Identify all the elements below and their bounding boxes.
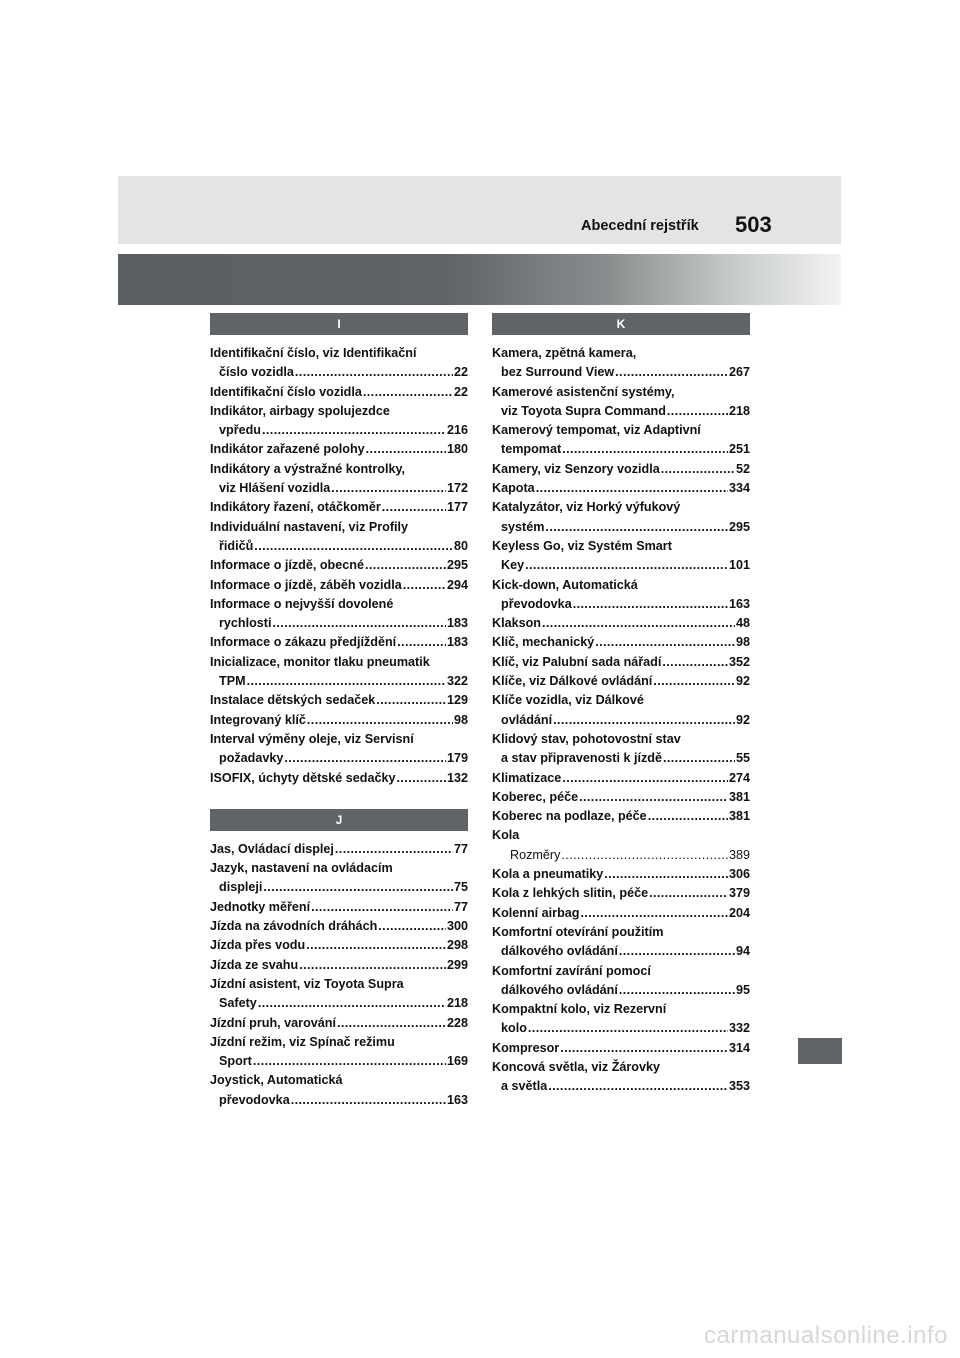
dot-leader	[545, 518, 728, 537]
index-entry	[492, 691, 750, 730]
dot-leader	[663, 749, 735, 768]
index-entry-text: Koberec na podlaze, péče	[492, 809, 647, 824]
index-entry-text: rychlosti	[219, 616, 272, 631]
index-entry	[492, 614, 750, 633]
index-entry	[492, 788, 750, 807]
index-page-reference: 204	[728, 905, 750, 920]
index-page-reference: 274	[728, 770, 750, 785]
index-entry	[210, 898, 468, 917]
index-page-reference: 163	[728, 596, 750, 611]
index-entry-text: viz Hlášení vozidla	[219, 481, 331, 496]
index-page-reference: 298	[446, 938, 468, 953]
index-entry-text: Kamerové asistenční systémy,	[492, 384, 675, 399]
index-entry	[210, 711, 468, 730]
index-entry-text: převodovka	[219, 1092, 290, 1107]
dot-leader	[365, 556, 446, 575]
index-page-reference: 381	[728, 809, 750, 824]
index-page-reference: 353	[728, 1079, 750, 1094]
decorative-gradient-bar	[118, 254, 841, 305]
index-entry-text: Inicializace, monitor tlaku pneumatik	[210, 654, 430, 669]
dot-leader	[573, 595, 728, 614]
dot-leader	[548, 1077, 728, 1096]
index-entry-text: Indikátory řazení, otáčkoměr	[210, 500, 381, 515]
dot-leader	[403, 576, 446, 595]
index-page-reference: 132	[446, 770, 468, 785]
index-column-right	[492, 313, 750, 1097]
index-entry-text: Keyless Go, viz Systém Smart	[492, 538, 672, 553]
dot-leader	[661, 460, 735, 479]
index-page-reference: 295	[446, 558, 468, 573]
index-page-reference: 322	[446, 674, 468, 689]
index-page-reference: 172	[446, 481, 468, 496]
index-entry-text: Komfortní otevírání použitím	[492, 924, 664, 939]
dot-leader	[254, 537, 453, 556]
index-entry-text: kolo	[501, 1021, 527, 1036]
index-page-reference: 94	[735, 944, 750, 959]
index-entry	[210, 518, 468, 557]
index-entry	[492, 460, 750, 479]
dot-leader	[528, 1019, 728, 1038]
index-entry-text: a stav připravenosti k jízdě	[501, 751, 662, 766]
index-entry	[492, 962, 750, 1001]
index-entry	[210, 769, 468, 788]
index-page-reference: 332	[728, 1021, 750, 1036]
index-page-reference: 92	[735, 674, 750, 689]
index-entry-text: Jazyk, nastavení na ovládacím	[210, 861, 393, 876]
index-page-reference: 228	[446, 1015, 468, 1030]
index-entry-text: Jízda ze svahu	[210, 957, 299, 972]
dot-leader	[335, 840, 453, 859]
index-page-reference: 52	[735, 461, 750, 476]
index-entry-text: Koberec, péče	[492, 789, 579, 804]
index-page-reference: 129	[446, 693, 468, 708]
dot-leader	[595, 633, 735, 652]
index-entry-text: číslo vozidla	[219, 365, 294, 380]
dot-leader	[615, 363, 728, 382]
dot-leader	[536, 479, 728, 498]
index-entry	[210, 840, 468, 859]
index-page-reference: 306	[728, 867, 750, 882]
index-entry-text: Katalyzátor, viz Horký výfukový	[492, 500, 681, 515]
dot-leader	[542, 614, 735, 633]
index-page-reference: 267	[728, 365, 750, 380]
index-page-reference: 294	[446, 577, 468, 592]
index-entry-text: Klíč, mechanický	[492, 635, 595, 650]
dot-leader	[562, 440, 728, 459]
index-entry-text: bez Surround View	[501, 365, 615, 380]
index-page-reference: 218	[728, 403, 750, 418]
header-band	[118, 176, 841, 244]
dot-leader	[667, 402, 728, 421]
dot-leader	[363, 383, 453, 402]
dot-leader	[284, 749, 446, 768]
index-entry-text: požadavky	[219, 751, 284, 766]
index-page-reference: 75	[453, 880, 468, 895]
index-entry	[492, 1000, 750, 1039]
index-entry-text: Klimatizace	[492, 770, 562, 785]
index-entry	[492, 633, 750, 652]
index-entry	[210, 383, 468, 402]
index-entry-text: Jízdní pruh, varování	[210, 1015, 336, 1030]
index-entry-text: Kamerový tempomat, viz Adaptivní	[492, 423, 701, 438]
index-page-reference: 314	[728, 1040, 750, 1055]
index-entry-text: ovládání	[501, 712, 553, 727]
index-entry-text: Integrovaný klíč	[210, 712, 306, 727]
index-entry	[492, 884, 750, 903]
index-entry	[210, 956, 468, 975]
dot-leader	[382, 498, 446, 517]
index-page-reference: 98	[453, 712, 468, 727]
dot-leader	[262, 421, 446, 440]
index-entry-text: Kola	[492, 828, 520, 843]
section-header-k: K	[492, 313, 750, 335]
dot-leader	[273, 614, 446, 633]
index-page-reference: 251	[728, 442, 750, 457]
index-page-reference: 80	[453, 538, 468, 553]
index-entry-text: Indikátor, airbagy spolujezdce	[210, 403, 390, 418]
dot-leader	[295, 363, 453, 382]
index-entry-text: Instalace dětských sedaček	[210, 693, 376, 708]
index-entry	[492, 923, 750, 962]
dot-leader	[653, 672, 735, 691]
dot-leader	[397, 633, 446, 652]
index-entry-text: Kamera, zpětná kamera,	[492, 346, 637, 360]
dot-leader	[553, 711, 735, 730]
index-entry-text: viz Toyota Supra Command	[501, 403, 666, 418]
page-header-title: Abecední rejstřík	[581, 218, 699, 234]
index-entry-text: Kick-down, Automatická	[492, 577, 638, 592]
dot-leader	[649, 884, 728, 903]
dot-leader	[306, 936, 446, 955]
index-page-reference: 163	[446, 1092, 468, 1107]
index-entry	[210, 440, 468, 459]
index-entry	[492, 904, 750, 923]
index-page-reference: 92	[735, 712, 750, 727]
index-page-reference: 101	[728, 558, 750, 573]
index-entry	[492, 1039, 750, 1058]
index-entry-text: Jas, Ovládací displej	[210, 841, 334, 856]
index-entry-list	[210, 344, 468, 788]
index-entry-text: tempomat	[501, 442, 562, 457]
index-entry-list	[492, 344, 750, 1097]
index-page-reference: 300	[446, 919, 468, 934]
index-entry-text: Identifikační číslo, viz Identifikační	[210, 346, 417, 360]
index-entry-text: Kolenní airbag	[492, 905, 580, 920]
dot-leader	[619, 981, 735, 1000]
index-page-reference: 98	[735, 635, 750, 650]
dot-leader	[263, 878, 453, 897]
index-page-reference: 22	[453, 365, 468, 380]
index-entry-text: Individuální nastavení, viz Profily	[210, 519, 409, 534]
section-gap	[210, 788, 468, 809]
index-entry-text: ISOFIX, úchyty dětské sedačky	[210, 770, 396, 785]
index-entry	[492, 865, 750, 884]
index-entry-list	[210, 840, 468, 1110]
index-entry-text: Kompresor	[492, 1040, 560, 1055]
index-entry-text: Klidový stav, pohotovostní stav	[492, 731, 681, 746]
index-entry-text: Klíče, viz Dálkové ovládání	[492, 674, 653, 689]
index-entry-text: Komfortní zavírání pomocí	[492, 963, 651, 978]
index-entry-text: Key	[501, 558, 525, 573]
index-entry-text: Interval výměny oleje, viz Servisní	[210, 731, 414, 746]
index-entry	[210, 1071, 468, 1110]
dot-leader	[307, 711, 453, 730]
dot-leader	[376, 691, 446, 710]
index-entry-text: Sport	[219, 1054, 252, 1069]
index-column-left	[210, 313, 468, 1110]
dot-leader	[253, 1052, 446, 1071]
chapter-thumb-tab	[798, 1038, 842, 1064]
dot-leader	[337, 1014, 446, 1033]
index-entry-text: řidičů	[219, 538, 254, 553]
index-entry	[210, 576, 468, 595]
index-entry	[210, 498, 468, 517]
index-page-reference: 77	[453, 841, 468, 856]
dot-leader	[580, 904, 728, 923]
dot-leader	[299, 956, 446, 975]
dot-leader	[561, 846, 728, 865]
index-page-reference: 179	[446, 751, 468, 766]
index-page-reference: 334	[728, 481, 750, 496]
dot-leader	[366, 440, 446, 459]
index-entry	[492, 672, 750, 691]
index-page-reference: 183	[446, 635, 468, 650]
dot-leader	[311, 898, 453, 917]
index-page-reference: 218	[446, 996, 468, 1011]
index-entry	[210, 653, 468, 692]
index-entry	[492, 479, 750, 498]
section-header-i: I	[210, 313, 468, 335]
index-entry-text: Identifikační číslo vozidla	[210, 384, 362, 399]
index-entry	[492, 730, 750, 769]
index-entry-text: Jízdní asistent, viz Toyota Supra	[210, 976, 404, 991]
index-page-reference: 22	[453, 384, 468, 399]
index-entry-text: Indikátory a výstražné kontrolky,	[210, 461, 406, 476]
index-entry-text: Kola z lehkých slitin, péče	[492, 886, 649, 901]
index-entry	[492, 344, 750, 383]
index-entry-text: Informace o nejvyšší dovolené	[210, 596, 394, 611]
index-entry	[492, 1058, 750, 1097]
index-entry	[210, 1014, 468, 1033]
index-page-reference: 183	[446, 616, 468, 631]
dot-leader	[247, 672, 446, 691]
index-entry	[492, 769, 750, 788]
watermark: carmanualsonline.info	[704, 1322, 948, 1349]
index-entry-text: systém	[501, 519, 545, 534]
index-page-reference: 352	[728, 654, 750, 669]
dot-leader	[662, 653, 728, 672]
dot-leader	[258, 994, 446, 1013]
index-entry	[210, 1033, 468, 1072]
index-entry-text: Klíč, viz Palubní sada nářadí	[492, 654, 662, 669]
index-entry-text: a světla	[501, 1079, 548, 1094]
index-entry-text: Indikátor zařazené polohy	[210, 442, 365, 457]
index-entry-text: Jízdní režim, viz Spínač režimu	[210, 1034, 395, 1049]
index-entry-text: Informace o jízdě, záběh vozidla	[210, 577, 402, 592]
index-entry-text: Koncová světla, viz Žárovky	[492, 1059, 660, 1074]
dot-leader	[579, 788, 728, 807]
index-entry	[210, 460, 468, 499]
dot-leader	[397, 769, 446, 788]
dot-leader	[562, 769, 728, 788]
index-entry	[210, 936, 468, 955]
index-page-reference: 48	[735, 616, 750, 631]
index-entry-text: Jízda na závodních dráhách	[210, 919, 378, 934]
index-entry-text: vpředu	[219, 423, 261, 438]
index-entry	[210, 556, 468, 575]
index-entry-text: Kompaktní kolo, viz Rezervní	[492, 1002, 667, 1017]
index-entry	[210, 595, 468, 634]
index-page-reference: 299	[446, 957, 468, 972]
index-page-reference: 55	[735, 751, 750, 766]
dot-leader	[648, 807, 728, 826]
index-page-reference: 77	[453, 899, 468, 914]
index-page-reference: 379	[728, 886, 750, 901]
index-entry-text: převodovka	[501, 596, 572, 611]
index-entry-text: TPM	[219, 674, 246, 689]
index-entry-text: Rozměry	[510, 847, 561, 862]
index-entry	[210, 917, 468, 936]
index-entry-text: Jednotky měření	[210, 899, 311, 914]
index-entry	[492, 498, 750, 537]
index-entry	[492, 826, 750, 865]
index-page-reference: 169	[446, 1054, 468, 1069]
index-entry-text: Safety	[219, 996, 257, 1011]
dot-leader	[560, 1039, 728, 1058]
index-entry-text: Kola a pneumatiky	[492, 867, 604, 882]
index-entry-text: Joystick, Automatická	[210, 1073, 343, 1088]
page-number: 503	[735, 212, 772, 237]
index-entry	[492, 421, 750, 460]
index-page-reference: 381	[728, 789, 750, 804]
index-entry	[492, 537, 750, 576]
index-page-reference: 389	[728, 847, 750, 862]
index-entry	[210, 730, 468, 769]
index-entry	[210, 691, 468, 710]
dot-leader	[378, 917, 446, 936]
index-entry-text: dálkového ovládání	[501, 944, 618, 959]
index-entry-text: dálkového ovládání	[501, 982, 618, 997]
index-entry	[492, 383, 750, 422]
index-page-reference: 177	[446, 500, 468, 515]
index-entry-text: Informace o zákazu předjíždění	[210, 635, 397, 650]
index-page-reference: 216	[446, 423, 468, 438]
index-entry	[492, 807, 750, 826]
index-entry	[210, 402, 468, 441]
index-entry	[492, 576, 750, 615]
index-entry	[210, 975, 468, 1014]
index-entry-text: Jízda přes vodu	[210, 938, 306, 953]
index-entry-text: Kapota	[492, 481, 535, 496]
dot-leader	[331, 479, 446, 498]
index-page-reference: 295	[728, 519, 750, 534]
dot-leader	[291, 1091, 446, 1110]
index-entry	[210, 859, 468, 898]
index-entry-text: displeji	[219, 880, 263, 895]
index-entry-text: Kamery, viz Senzory vozidla	[492, 461, 660, 476]
index-page-reference: 180	[446, 442, 468, 457]
index-entry-text: Klakson	[492, 616, 541, 631]
dot-leader	[525, 556, 728, 575]
index-page-reference: 95	[735, 982, 750, 997]
index-entry-text: Klíče vozidla, viz Dálkové	[492, 693, 644, 708]
dot-leader	[619, 942, 735, 961]
index-entry	[210, 633, 468, 652]
index-entry	[492, 653, 750, 672]
dot-leader	[604, 865, 728, 884]
section-header-j: J	[210, 809, 468, 831]
index-entry-text: Informace o jízdě, obecné	[210, 558, 364, 573]
index-entry	[210, 344, 468, 383]
